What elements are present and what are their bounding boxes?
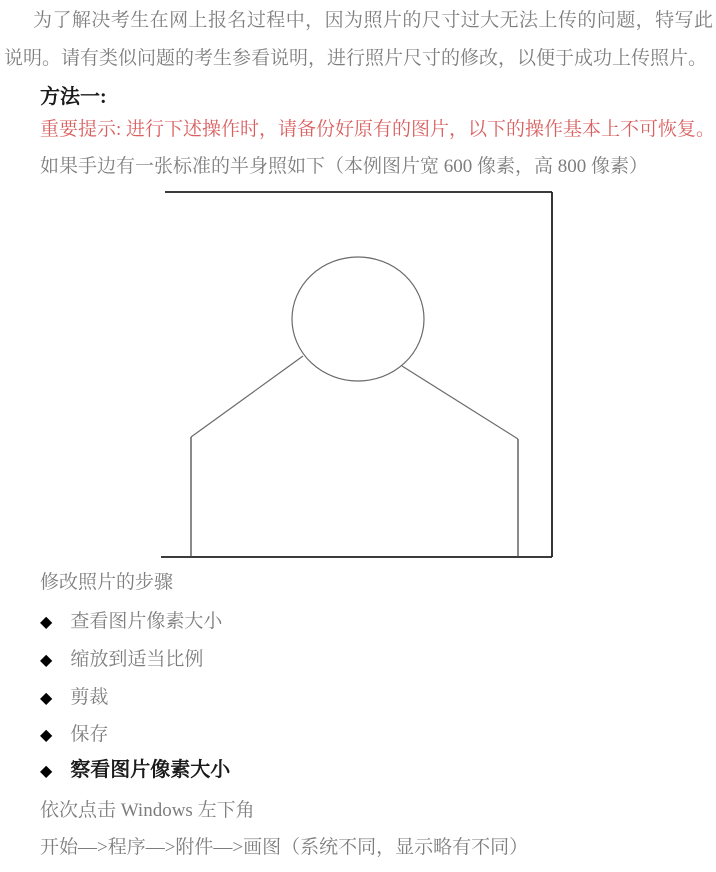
photo-example-caption: 如果手边有一张标准的半身照如下（本例图片宽 600 像素，高 800 像素） bbox=[40, 156, 649, 177]
step-item-crop bbox=[40, 686, 108, 709]
intro-line-1: 为了解决考生在网上报名过程中，因为照片的尺寸过大无法上传的问题，特写此 bbox=[33, 10, 713, 31]
head-outline-circle bbox=[292, 257, 424, 381]
intro-line-2: 说明。请有类似问题的考生参看说明，进行照片尺寸的修改，以便于成功上传照片。 bbox=[4, 48, 708, 69]
important-warning-text: 重要提示: 进行下述操作时，请备份好原有的图片，以下的操作基本上不可恢复。 bbox=[40, 119, 716, 140]
step-label: 缩放到适当比例 bbox=[70, 649, 204, 670]
right-shoulder-line bbox=[402, 366, 518, 439]
step-label: 察看图片像素大小 bbox=[70, 759, 231, 781]
step-label: 保存 bbox=[70, 724, 109, 745]
step-label: 查看图片像素大小 bbox=[70, 611, 223, 632]
method-one-heading: 方法一: bbox=[40, 86, 107, 108]
step-item-scale bbox=[40, 648, 203, 671]
start-menu-path: 开始—>程序—>附件—>画图（系统不同，显示略有不同） bbox=[40, 837, 529, 858]
diamond-bullet-icon: ◆ bbox=[40, 725, 53, 744]
step-item-check-pixel-size bbox=[40, 759, 230, 782]
diamond-bullet-icon: ◆ bbox=[40, 761, 53, 780]
diamond-bullet-icon: ◆ bbox=[40, 612, 53, 631]
steps-heading: 修改照片的步骤 bbox=[40, 572, 174, 593]
step-item-view-pixel-size bbox=[40, 610, 222, 633]
windows-click-instruction: 依次点击 Windows 左下角 bbox=[40, 800, 255, 821]
diamond-bullet-icon: ◆ bbox=[40, 650, 53, 669]
diamond-bullet-icon: ◆ bbox=[40, 688, 53, 707]
step-label: 剪裁 bbox=[70, 687, 109, 708]
step-item-save bbox=[40, 723, 108, 746]
left-shoulder-line bbox=[191, 356, 303, 437]
